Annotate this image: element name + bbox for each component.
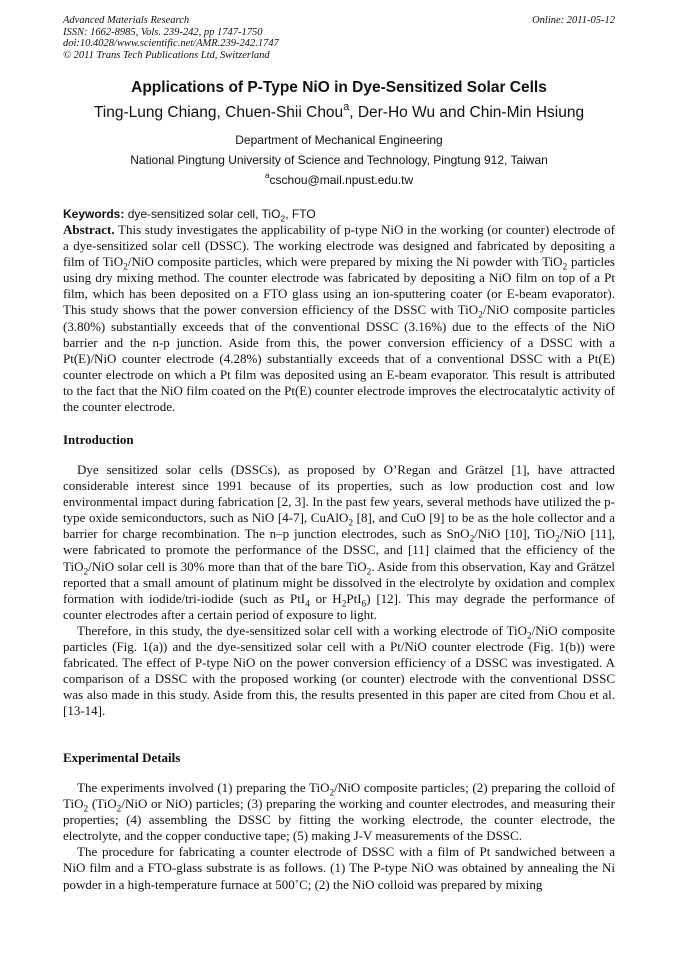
authors-part-1: Ting-Lung Chiang, Chuen-Shii Chou <box>93 104 344 121</box>
intro-paragraph-1: Dye sensitized solar cells (DSSCs), as proposed by O’Regan and Grätzel [1], have attracted considerable interest since 1991 because of its properties, such as low production cost and low environmental impact during fabrication [2, 3]. In the past few years, several methods have utilized the p-type oxide semiconductors, such as NiO [4-7], CuAlO$_2$ [8], and CuO [9] to be as the hole collector and a barrier for charge recombination. The n–p junction electrodes, such as SnO$_2$/NiO [10], TiO$_2$/NiO [11], were fabricated to promote the performance of the DSSC, and [11] claimed that the efficiency of the TiO$_2$/NiO solar cell is 30% more than that of the bare TiO$_2$. Aside from this observation, Kay and Grätzel reported that a small amount of platinum might be dissolved in the electrolyte by oxidation and complex formation with iodide/tri-iodide (such as PtI$_4$ or $H_2PtI_6$) [12]. This may degrade the performance of counter electrodes after a certain period of exposure to light. <box>63 462 616 622</box>
email-address: cschou@mail.npust.edu.tw <box>269 173 414 187</box>
introduction-body <box>63 462 615 720</box>
paper-title: Applications of P-Type NiO in Dye-Sensitized Solar Cells <box>131 79 547 96</box>
abstract-label: Abstract. <box>63 222 115 237</box>
experimental-body <box>63 780 615 893</box>
exp-paragraph-1: The experiments involved (1) preparing the TiO$_2$/NiO composite particles; (2) preparing the colloid of TiO$_2$ (TiO$_2$/NiO or NiO) particles; (3) preparing the working and counter electrodes, and measuring their properties; (4) assembling the DSSC by fitting the working electrode, the counter electrode, the electrolyte, and the copper conductive tape; (5) making J-V measurements of the DSSC. <box>63 780 615 844</box>
affiliation-university: National Pingtung University of Science and Technology, Pingtung 912, Taiwan <box>130 153 548 167</box>
journal-name: Advanced Materials Research <box>63 15 190 26</box>
keywords-label: Keywords: <box>63 207 125 221</box>
issn-line: ISSN: 1662-8985, Vols. 239-242, pp 1747-1750 <box>63 26 263 38</box>
online-date: Online: 2011-05-12 <box>532 15 615 26</box>
keywords: Keywords: dye-sensitized solar cell, TiO$_2$, FTO <box>63 207 316 224</box>
journal-header <box>63 15 279 61</box>
section-heading-introduction: Introduction <box>63 432 134 447</box>
doi-line: doi:10.4028/www.scientific.net/AMR.239-242.1747 <box>63 38 279 49</box>
affiliation-email <box>0 170 678 187</box>
authors-part-2: , Der-Ho Wu and Chin-Min Hsiung <box>349 104 585 121</box>
copyright-line: © 2011 Trans Tech Publications Ltd, Switzerland <box>63 49 270 61</box>
email-mark: a <box>264 170 270 181</box>
author-affil-mark: a <box>343 100 350 113</box>
abstract: Abstract. This study investigates the applicability of p-type NiO in the working (or counter) electrode of a dye-sensitized solar cell (DSSC). The working electrode was designed and fabricated by depositing a film of TiO$_2$/NiO composite particles, which were prepared by mixing the Ni powder with TiO$_2$ particles using dry mixing method. The counter electrode was fabricated by depositing a NiO film on top of a Pt film, which has been deposited on a FTO glass using an ion-sputtering coater (or E-beam evaporator). This study shows that the power conversion efficiency of the DSSC with TiO$_2$/NiO composite particles (3.80%) substantially exceeds that of the conventional DSSC (3.16%) due to the effects of the NiO barrier and the n-p junction. Aside from this, the power conversion efficiency of a DSSC with a Pt(E)/NiO counter electrode (4.28%) substantially exceeds that of a conventional DSSC with a Pt(E) counter electrode on which a Pt film was deposited using an E-beam evaporator. This result is attributed to the fact that the NiO film coated on the Pt(E) counter electrode improves the electrocatalytic activity of the counter electrode. <box>63 222 616 415</box>
affiliation-department: Department of Mechanical Engineering <box>235 133 443 147</box>
exp-paragraph-2: The procedure for fabricating a counter electrode of DSSC with a film of Pt sandwiched between a NiO film and a FTO-glass substrate is as follows. (1) The P-type NiO was obtained by annealing the Ni powder in a high-temperature furnace at 500˚C; (2) the NiO colloid was prepared by mixing <box>63 844 615 892</box>
author-list <box>0 100 678 122</box>
section-heading-experimental: Experimental Details <box>63 750 181 765</box>
intro-paragraph-2: Therefore, in this study, the dye-sensitized solar cell with a working electrode of TiO$_2$/NiO composite particles (Fig. 1(a)) and the dye-sensitized solar cell with a Pt/NiO counter electrode (Fig. 1(b)) were fabricated. The effect of P-type NiO on the power conversion efficiency of a DSSC was investigated. A comparison of a DSSC with the proposed working (or counter) electrode with the conventional DSSC was also made in this study. Aside from this, the results presented in this paper are cited from Chou et al. [13-14]. <box>63 622 615 719</box>
